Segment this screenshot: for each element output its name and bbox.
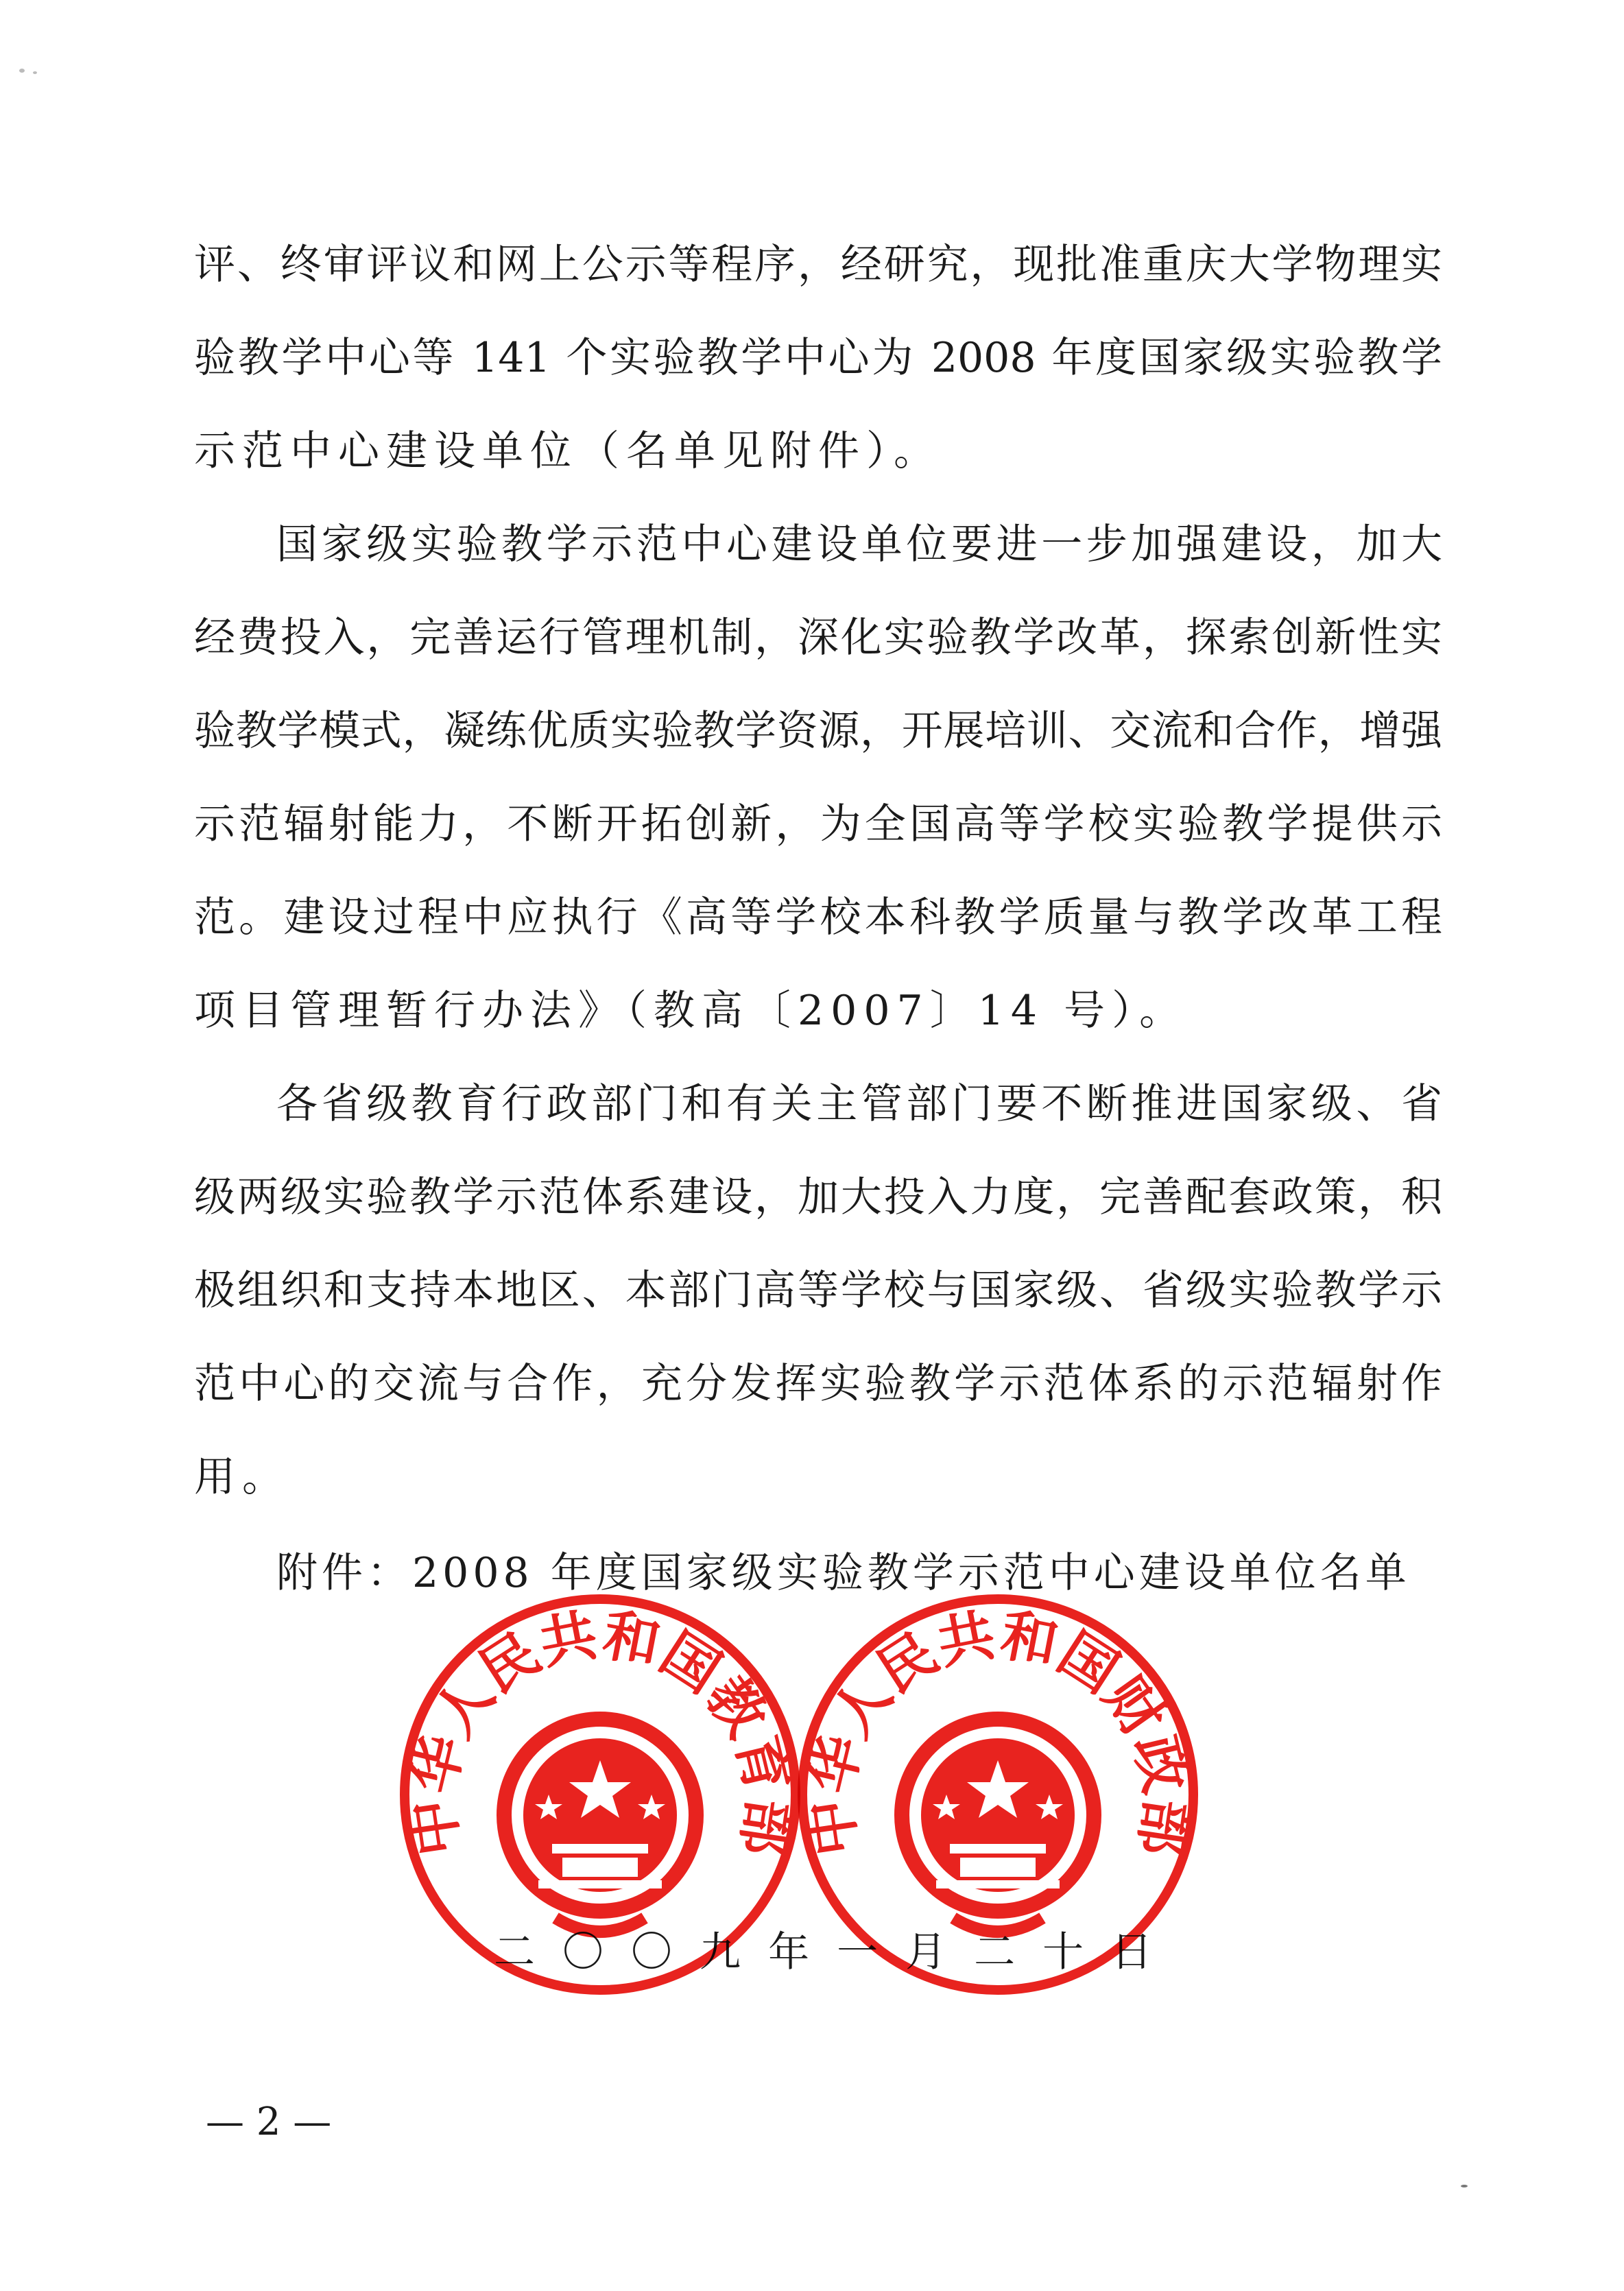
date-char: 九: [700, 1928, 748, 1976]
ministry-of-finance-seal: [792, 1589, 1204, 2000]
national-emblem-icon: [902, 1719, 1094, 1932]
p3-line-1: 各省级教育行政部门和有关主管部门要不断推进国家级、省: [276, 1080, 1442, 1128]
seal-text: 中华人民共和国教育部: [399, 1602, 801, 1860]
date-char: 十: [1042, 1928, 1091, 1976]
p1-line-2: 验教学中心等 141 个实验教学中心为 2008 年度国家级实验教学: [194, 334, 1442, 382]
seal-graphic: [394, 1589, 806, 2000]
date-char: 〇: [562, 1928, 611, 1976]
p2-line-3: 验教学模式，凝练优质实验教学资源，开展培训、交流和合作，增强: [194, 707, 1442, 755]
p1-line-3: 示范中心建设单位（名单见附件）。: [194, 427, 942, 475]
page-number: — 2 —: [206, 2100, 332, 2144]
scan-speck: [33, 71, 37, 74]
p2-line-4: 示范辐射能力，不断开拓创新，为全国高等学校实验教学提供示: [194, 800, 1442, 848]
p1-line-1: 评、终审评议和网上公示等程序，经研究，现批准重庆大学物理实: [194, 241, 1442, 289]
date-char: 一: [837, 1928, 885, 1976]
p3-line-3: 极组织和支持本地区、本部门高等学校与国家级、省级实验教学示: [194, 1267, 1442, 1315]
p2-line-2: 经费投入，完善运行管理机制，深化实验教学改革，探索创新性实: [194, 614, 1442, 662]
attachment-line: 附件：2008 年度国家级实验教学示范中心建设单位名单: [276, 1549, 1411, 1597]
date-char: 二: [494, 1928, 542, 1976]
p2-line-5: 范。建设过程中应执行《高等学校本科教学质量与教学改革工程: [194, 893, 1442, 941]
national-emblem-icon: [504, 1719, 696, 1932]
p3-line-2: 级两级实验教学示范体系建设，加大投入力度，完善配套政策，积: [194, 1173, 1442, 1221]
p3-line-4: 范中心的交流与合作，充分发挥实验教学示范体系的示范辐射作: [194, 1360, 1442, 1408]
date-char: 〇: [631, 1928, 680, 1976]
scan-speck: [19, 69, 25, 73]
date-char: 日: [1111, 1928, 1153, 1976]
p3-line-5: 用。: [194, 1453, 290, 1501]
date-char: 月: [905, 1928, 954, 1976]
seal-graphic: [792, 1589, 1204, 2000]
p2-line-6: 项目管理暂行办法》（教高〔2007〕14 号）。: [194, 987, 1188, 1035]
p2-line-1: 国家级实验教学示范中心建设单位要进一步加强建设，加大: [276, 520, 1442, 568]
seal-text: 中华人民共和国财政部: [797, 1602, 1199, 1860]
ministry-of-education-seal: [394, 1589, 806, 2000]
date-char: 年: [768, 1928, 817, 1976]
scan-speck: [1461, 2185, 1468, 2187]
date-char: 二: [974, 1928, 1023, 1976]
